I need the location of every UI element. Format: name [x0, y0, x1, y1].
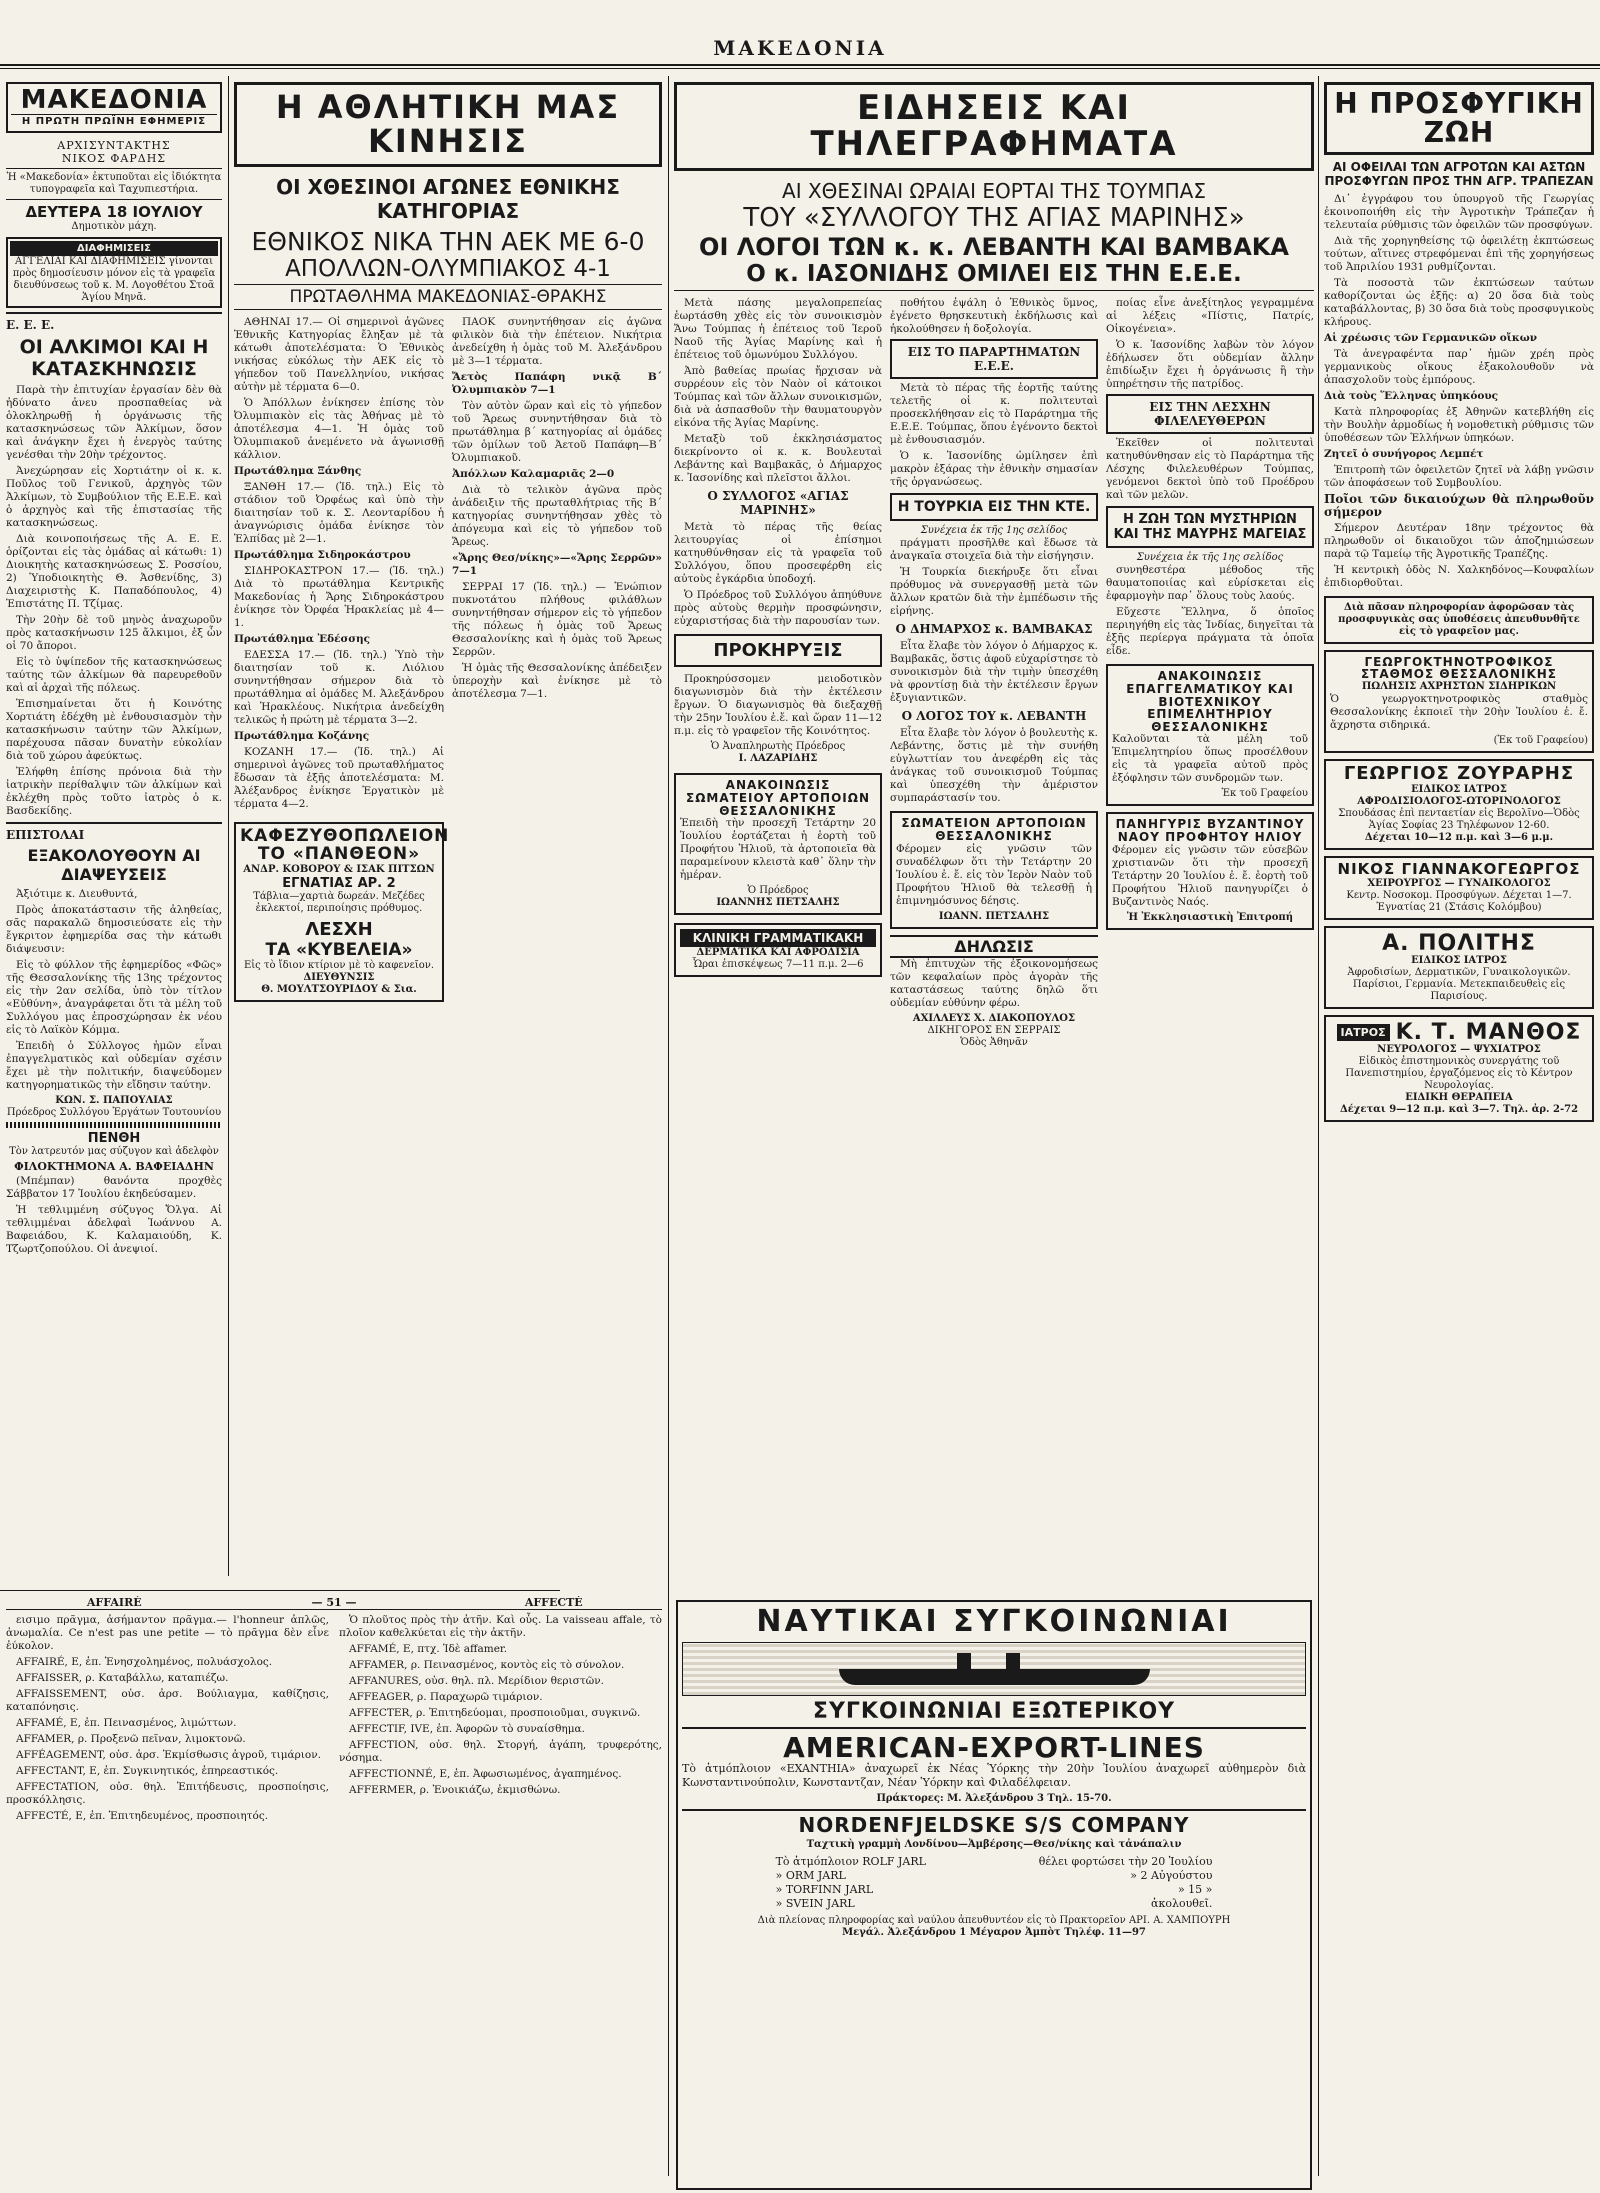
doc4-special: ΕΙΔΙΚΗ ΘΕΡΑΠΕΙΑ — [1405, 1091, 1513, 1103]
sports-subhead: Ἀπόλλων Καλαμαριᾶς 2—0 — [452, 468, 615, 481]
issue-date: ΔΕΥΤΕΡΑ 18 ΙΟΥΛΙΟΥ — [25, 202, 203, 221]
ship-name: Τὸ ἀτμόπλοιον ROLF JARL — [775, 1854, 926, 1868]
sports-para: ΣΕΡΡΑΙ 17 (Ἰδ. τηλ.) — Ἐνώπιον πυκνοτάτου πλήθους φιλάθλων συνηντήθησαν σήμερον εἰς τὸ γήπεδον τῆς πόλεως ἡ ὁμὰς τοῦ Ἄρεως Θεσσαλονίκης καὶ ἡ ὁμὰς τοῦ Ἄρεως Σερρῶν. — [452, 581, 662, 659]
refugee-banner: Η ΠΡΟΣΦΥΓΙΚΗ ΖΩΗ — [1334, 87, 1584, 150]
proclamation-sign-role: Ὁ Ἀναπληρωτὴς Πρόεδρος — [710, 741, 846, 753]
refugee-para: Τὰ ποσοστὰ τῶν ἐκπτώσεων ταύτων καθορίζονται ὡς ἑξῆς: α) 20 ὅσα διὰ τοὺς καταβάλλοντας, β) 30 ὅσα διὰ τοὺς προσφυγικοὺς κλήρους. — [1324, 276, 1594, 328]
doc4-hours: Δέχεται 9—12 π.μ. καὶ 3—7. Τηλ. ἀρ. 2-72 — [1339, 1103, 1579, 1115]
refugee-notice-box — [1324, 596, 1594, 644]
clinic-sub: ΔΕΡΜΑΤΙΚΑ ΚΑΙ ΑΦΡΟΔΙΣΙΑ — [696, 947, 860, 959]
news-col-c — [1106, 297, 1314, 1048]
bakers-notice — [674, 773, 882, 915]
cafe-owners: ΑΝΔΡ. ΚΟΒΟΡΟΥ & ΙΣΑΚ ΠΙΤΣΩΝ — [243, 863, 435, 875]
lawyer-name: ΑΧΙΛΛΕΥΣ Χ. ΔΙΑΚΟΠΟΥΛΟΣ — [912, 1012, 1076, 1024]
news-subhead: ΕΙΣ ΤΗΝ ΛΕΣΧΗΝ ΦΙΛΕΛΕΥΘΕΡΩΝ — [1106, 394, 1314, 434]
news-para: Μεταξὺ τοῦ ἐκκλησιάσματος διεκρίνοντο οἱ κ. κ. Βουλευταὶ Λεβάντης καὶ Βαμβακᾶς, ὁ Δήμαρχος κ. Ἰασονίδης καὶ πλεῖστοι ἄλλοι. — [674, 433, 882, 485]
news-para: Ὁ Πρόεδρος τοῦ Συλλόγου ἀπηύθυνε πρὸς αὐτοὺς θερμὴν προσφώνησιν, εὐχαριστήσας διὰ τὴν παρουσίαν των. — [674, 589, 882, 628]
vamvakas-para: Εἶτα ἔλαβε τὸν λόγον ὁ Δήμαρχος κ. Βαμβακᾶς, ὅστις ἀφοῦ εὐχαρίστησε τὸ συνοικισμὸν διὰ τὴν τιμὴν ὑπεσχέθη νὰ φροντίσῃ διὰ τὴν ἐκτέλεσιν ἔργων ἐξυγιαντικῶν. — [890, 640, 1098, 705]
declaration-title: ΔΗΛΩΣΙΣ — [890, 935, 1098, 958]
agia-marina-title: Ο ΣΥΛΛΟΓΟΣ «ΑΓΙΑΣ ΜΑΡΙΝΗΣ» — [707, 489, 849, 518]
dictionary-entry: AFFÉAGEMENT, οὐσ. ἀρσ. Ἐκμίσθωσις ἀγροῦ, τιμάριον. — [16, 1749, 321, 1761]
feast-sign: Ἡ Ἐκκλησιαστικὴ Ἐπιτροπή — [1127, 911, 1293, 923]
news-headline-4: Ο κ. ΙΑΣΟΝΙΔΗΣ ΟΜΙΛΕΙ ΕΙΣ ΤΗΝ Ε.Ε.Ε. — [674, 261, 1314, 291]
dictionary-entry: AFFECTATION, οὐσ. θηλ. Ἐπιτήδευσις, προσποίησις, προσκόλλησις. — [6, 1781, 329, 1806]
sports-subhead: Πρωτάθλημα Ἐδέσσης — [234, 633, 370, 646]
paper-subtitle: Η ΠΡΩΤΗ ΠΡΩΪΝΗ ΕΦΗΜΕΡΙΣ — [11, 114, 217, 128]
refugee-para: Δι᾽ ἐγγράφου του ὑπουργοῦ τῆς Γεωργίας ἐκοινοποιήθη εἰς τὴν Ἀγροτικὴν Τράπεζαν ἡ τελευταία ρύθμισις τῶν ὀφειλῶν τῶν προσφύγων. — [1324, 192, 1594, 231]
refugee-headline: ΑΙ ΟΦΕΙΛΑΙ ΤΩΝ ΑΓΡΟΤΩΝ ΚΑΙ ΑΣΤΩΝ ΠΡΟΣΦΥΓΩΝ ΠΡΟΣ ΤΗΝ ΑΓΡ. ΤΡΑΠΕΖΑΝ — [1324, 159, 1594, 188]
eee-para: Διὰ κοινοποιήσεως τῆς Α. Ε. Ε. ὁρίζονται εἰς τὰς ὁμάδας αἱ κάτωθι: 1) Διοικητὴς κατασκηνώσεως Σ. Ροσσίου, 2) Ὑποδιοικητὴς Θ. Ἀσθενίδης, 3) Διαχειριστὴς Κ. Παπαδόπουλος, 4) Ἐπιστάτης Π. Τζίμας. — [6, 532, 222, 610]
turkey-title: Η ΤΟΥΡΚΙΑ ΕΙΣ ΤΗΝ ΚΤΕ. — [890, 493, 1098, 521]
sports-banner-box — [234, 82, 662, 167]
club-manager-label: ΔΙΕΥΘΥΝΣΙΣ — [303, 971, 375, 983]
clinic-title: ΚΛΙΝΙΚΗ ΓΡΑΜΜΑΤΙΚΑΚΗ — [680, 929, 876, 947]
mysteries-para: Εὔχεστε Ἕλληνα, ὅ ὁποῖος περιηγήθη εἰς τὰς Ἰνδίας, διηγεῖται τὰ ἑξῆς περίεργα πράγματα τὰ ὁποῖα εἶδε. — [1106, 606, 1314, 658]
news-para: ποίας εἶνε ἀνεξίτηλος γεγραμμένα αἱ λέξεις «Πίστις, Πατρίς, Οἰκογένεια». — [1106, 297, 1314, 336]
ship-date: » 15 » — [1177, 1882, 1213, 1896]
top-rule-thin — [0, 68, 1600, 69]
geo-sub: ΠΩΛΗΣΙΣ ΑΧΡΗΣΤΩΝ ΣΙΔΗΡΙΚΩΝ — [1361, 680, 1557, 692]
letters-label: ΕΠΙΣΤΟΛΑΙ — [6, 827, 85, 842]
top-rule — [0, 64, 1600, 66]
zitei-title: Ζητεῖ ὁ συνήγορος Λεμπέτ — [1324, 447, 1484, 460]
shipping-ad — [676, 1600, 1312, 2190]
sports-para: Διὰ τὸ τελικὸν ἀγῶνα πρὸς ἀνάδειξιν τῆς πρωταθλήτριας τῆς Β΄ κατηγορίας συνηντήθησαν χθὲς τὸ ἀπόγευμα καὶ εἰς τὸ γήπεδον τοῦ Ἄρεως. — [452, 484, 662, 549]
nordenfjeldske-route: Ταχτικὴ γραμμὴ Λονδίνου—Ἀμβέρσης—Θεσ/νίκης καὶ τἀνάπαλιν — [806, 1838, 1182, 1850]
artisans-text: Καλοῦνται τὰ μέλη τοῦ Ἐπιμελητηρίου ὅπως προσέλθουν εἰς τὰ γραφεῖα αὐτοῦ πρὸς ἐξόφλησιν τῶν συνδρομῶν των. — [1112, 733, 1308, 785]
eee-para: Παρὰ τὴν ἐπιτυχίαν ἐργασίαν δὲν θὰ ἠδύνατο ἀνευ προσπαθείας νὰ ὁλοκληρωθῇ ἡ ὀργάνωσις τῆς κατασκηνώσεως τῶν Ἀλκίμων, ὅσον καὶ ἀνάγκην ἔχει ἡ ἐνεργὸς ταύτης γενέσθαι τὴν 20ὴν τρέχοντος. — [6, 383, 222, 461]
ship-row — [776, 1897, 1213, 1911]
dictionary-entry: AFFECTER, ρ. Ἐπιτηδεύομαι, προσποιοῦμαι, συγκινῶ. — [349, 1707, 641, 1719]
dictionary-page-number: — 51 — — [311, 1596, 357, 1609]
who-para: Σήμερον Δευτέραν 18ην τρέχοντος θὰ πληρωθοῦν οἱ δικαιοῦχοι τῶν ἀποζημιώσεων παρὰ τῷ Ταμείῳ τῆς Ἀγροτικῆς Τραπέζης. — [1324, 521, 1594, 560]
feast-notice — [1106, 812, 1314, 929]
greeks-para: Κατὰ πληροφορίας ἐξ Ἀθηνῶν κατεβλήθη εἰς τὴν Βουλὴν ἀρμοδίως ἡ νομοθετικὴ ρύθμισις τῶν ὑποθέσεων τῶν Ἑλλήνων ὑπηκόων. — [1324, 405, 1594, 444]
sports-banner: Η ΑΘΛΗΤΙΚΗ ΜΑΣ ΚΙΝΗΣΙΣ — [275, 88, 621, 160]
doc1-spec: ΑΦΡΟΔΙΣΙΟΛΟΓΟΣ-ΩΤΟΡΙΝΟΛΟΓΟΣ — [1357, 795, 1561, 807]
levantis-para: Εἶτα ἔλαβε τὸν λόγον ὁ βουλευτὴς κ. Λεβάντης, ὅστις μὲ τὴν συνήθη εὐγλωττίαν του ἀνεφέρθη εἰς τὰς ἀνάγκας τοῦ συνοικισμοῦ Τούμπας καὶ ὑπεσχέθη τὴν ἀμέριστον συμπαράστασίν του. — [890, 727, 1098, 805]
dictionary-entry: AFFAISSEMENT, οὐσ. ἀρσ. Βούλιαγμα, καθίζησις, καταπόνησις. — [6, 1688, 329, 1713]
clinic-ad — [674, 923, 882, 977]
refugee-banner-box — [1324, 82, 1594, 155]
levantis-title: Ο ΛΟΓΟΣ ΤΟΥ κ. ΛΕΒΑΝΤΗ — [901, 709, 1087, 724]
bakers2-sign: ΙΩΑΝΝ. ΠΕΤΣΑΛΗΣ — [938, 910, 1050, 922]
artisans-title: ΑΝΑΚΟΙΝΩΣΙΣ ΕΠΑΓΓΕΛΜΑΤΙΚΟΥ ΚΑΙ ΒΙΟΤΕΧΝΙΚΟΥ ΕΠΙΜΕΛΗΤΗΡΙΟΥ ΘΕΣΣΑΛΟΝΙΚΗΣ — [1126, 669, 1294, 734]
lawyer-address: Ὁδὸς Ἀθηνᾶν — [960, 1036, 1028, 1048]
feast-title: ΠΑΝΗΓΥΡΙΣ ΒΥΖΑΝΤΙΝΟΥ ΝΑΟΥ ΠΡΟΦΗΤΟΥ ΗΛΙΟΥ — [1115, 817, 1305, 844]
sports-para: Ἡ ὁμὰς τῆς Θεσσαλονίκης ἀπέδειξεν ὑπεροχὴν καὶ ἐνίκησε μὲ τὸ ἀποτέλεσμα 7—1. — [452, 662, 662, 701]
dictionary-strip — [6, 1596, 662, 2186]
sports-subhead: Πρωτάθλημα Κοζάνης — [234, 730, 370, 743]
american-export-agent: Πράκτορες: Μ. Ἀλεξάνδρου 3 Τηλ. 15-70. — [876, 1792, 1112, 1804]
news-para: Ὁ κ. Ἰασονίδης λαβὼν τὸν λόγον ἐδήλωσεν ὅτι οὐδεμίαν ἄλλην ἐπιδίωξιν ἔχει ἡ ὀργάνωσις ἢ τὴν ὑπηρέτησιν τῆς πατρίδος. — [1106, 339, 1314, 391]
eee-para: Τὴν 20ὴν δὲ τοῦ μηνὸς ἀναχωροῦν πρὸς κατασκήνωσιν 125 ἄλκιμοι, ἐξ ὧν οἱ 70 ἄποροι. — [6, 613, 222, 652]
news-para: Μετὰ πάσης μεγαλοπρεπείας ἑωρτάσθη χθὲς εἰς τὸν συνοικισμὸν Ἄνω Τούμπας ἡ ἐπέτειος τοῦ Ἱεροῦ Ναοῦ τῆς Ἁγίας Μαρίνης καὶ ἡ ἐπέτειος τοῦ ὁμωνύμου Συλλόγου. — [674, 297, 882, 362]
refugee-para: Τὰ ἀνεγραφέντα παρ᾽ ἡμῶν χρέη πρὸς γερμανικοὺς οἴκους ἐξακολουθοῦν νὰ ἀπασχολοῦν τοὺς ἐμπόρους. — [1324, 347, 1594, 386]
news-para: Μετὰ τὸ πέρας τῆς ἑορτῆς ταύτης τελετῆς οἱ κ. πολιτευταὶ προσεκλήθησαν εἰς τὸ Παράρτημα τῆς Ε.Ε.Ε. Τούμπας, ὅπου ἐγένοντο δεκτοὶ μὲ ἐνθουσιασμόν. — [890, 382, 1098, 447]
bakers2-title: ΣΩΜΑΤΕΙΟΝ ΑΡΤΟΠΟΙΩΝ ΘΕΣΣΑΛΟΝΙΚΗΣ — [901, 816, 1087, 843]
news-para: Μετὰ τὸ πέρας τῆς θείας λειτουργίας οἱ ἐπίσημοι κατηυθύνθησαν εἰς τὰ γραφεῖα τοῦ Συλλόγου, ὅπου προσεφέρθη εἰς αὐτοὺς ἐγκάρδια ὑποδοχή. — [674, 521, 882, 586]
eee-para: Ἀνεχώρησαν εἰς Χορτιάτην οἱ κ. κ. Ποῦλος τοῦ Γενικοῦ, ἀρχηγὸς τῶν Ἀλκίμων, τὸ Συμβούλιον τῆς Ε.Ε.Ε. καὶ ὁ ἀρχηγὸς καὶ τῆς ἐπιστασίας τῆς κατασκηνώσεως. — [6, 464, 222, 529]
eee-label: Ε. Ε. Ε. — [6, 317, 55, 332]
paper-title: ΜΑΚΕΔΟΝΙΑ — [20, 85, 208, 115]
eee-para: Ἐπισημαίνεται ὅτι ἡ Κοινότης Χορτιάτη ἐδέχθη μὲ ἐνθουσιασμὸν τὴν κατασκήνωσιν ταύτην τῶν Ἀλκίμων, παρέχουσα πᾶσαν δυνατὴν εὐκολίαν διὰ τοῦ χώρου ἀφεύκτως. — [6, 697, 222, 762]
sports-para: ΚΟΖΑΝΗ 17.— (Ἰδ. τηλ.) Αἱ σημερινοὶ ἀγῶνες τοῦ πρωταθλήματος ἔδωσαν τὰ ἑξῆς ἀποτελέσματα: Μ. Ἀλέξανδρος ἐνίκησε Ἐργατικὸν μὲ τέρματα 4—2. — [234, 746, 444, 811]
dictionary-entry: AFFERMER, ρ. Ἐνοικιάζω, ἐκμισθώνω. — [349, 1784, 561, 1796]
shipping-sub: ΣΥΓΚΟΙΝΩΝΙΑΙ ΕΞΩΤΕΡΙΚΟΥ — [812, 1698, 1176, 1724]
turkey-para: Ἡ Τουρκία διεκήρυξε ὅτι εἶναι πρόθυμος νὰ συνεργασθῇ μετὰ τῶν ἄλλων κρατῶν διὰ τὴν ἐμπέδωσιν τῆς εἰρήνης. — [890, 566, 1098, 618]
eee-para: Εἰς τὸ ὑψίπεδον τῆς κατασκηνώσεως ταύτης τῶν ἀλκίμων θὰ παρευρεθοῦν καὶ αἱ ἀρχαὶ τῆς πόλεως. — [6, 655, 222, 694]
sports-para: ΕΔΕΣΣΑ 17.— (Ἰδ. τηλ.) Ὑπὸ τὴν διαιτησίαν τοῦ κ. Λιόλιου συνηντήθησαν σήμερον διὰ τὸ πρωτάθλημα αἱ ὁμάδες Μ. Ἀλεξάνδρου καὶ Ἡρακλέους. Νικήτρια ἀνεδείχθη τελικῶς ἡ πρώτη μὲ τέρματα 3—2. — [234, 649, 444, 727]
doc3-text: Ἀφροδισίων, Δερματικῶν, Γυναικολογικῶν. Παρίσιοι, Γερμανία. Μετεκπαιδευθεὶς εἰς Παρισίους. — [1347, 966, 1571, 1002]
clinic-hours: Ὧραι ἐπισκέψεως 7—11 π.μ. 2—6 — [692, 959, 864, 971]
issue-date-sub: Δημοτικὸν μάχη. — [71, 220, 157, 232]
sports-col-b — [452, 316, 662, 814]
dictionary-entry: AFFANURES, οὐσ. θηλ. πλ. Μερίδιον θεριστῶν. — [349, 1675, 604, 1687]
news-para: Ἐκεῖθεν οἱ πολιτευταὶ κατηυθύνθησαν εἰς τὸ Παράρτημα τῆς Λέσχης Φιλελευθέρων Τούμπας, γενόμενοι δεκτοὶ ὑπὸ τοῦ Προέδρου καὶ τῶν μελῶν. — [1106, 437, 1314, 502]
right-column — [1324, 82, 1594, 2182]
letters-para: Ἀξιότιμε κ. Διευθυντά, — [16, 887, 138, 900]
doc2-role: ΧΕΙΡΟΥΡΓΟΣ — ΓΥΝΑΙΚΟΛΟΓΟΣ — [1367, 877, 1551, 889]
ship-date: » 2 Αὐγούστου — [1130, 1868, 1213, 1882]
ship-schedule — [776, 1855, 1213, 1911]
greeks-title: Διὰ τοὺς Ἕλληνας ὑπηκόους — [1324, 389, 1499, 402]
bakers-title: ΑΝΑΚΟΙΝΩΣΙΣ ΣΩΜΑΤΕΙΟΥ ΑΡΤΟΠΟΙΩΝ ΘΕΣΣΑΛΟΝΙΚΗΣ — [686, 778, 870, 818]
proclamation-sign: Ι. ΛΑΖΑΡΙΔΗΣ — [738, 753, 818, 765]
dictionary-entry: AFFECTION, οὐσ. θηλ. Στοργή, ἀγάπη, τρυφερότης, νόσημα. — [339, 1739, 662, 1764]
sports-section — [234, 82, 662, 1582]
sports-para: ΣΙΔΗΡΟΚΑΣΤΡΟΝ 17.— (Ἰδ. τηλ.) Διὰ τὸ πρωτάθλημα Κεντρικῆς Μακεδονίας ἡ Ἄρης Σιδηροκάστρου ἐνίκησε τὸν Ὀρφέα Ἡρακλείας μὲ 4—1. — [234, 565, 444, 630]
doc1-text: Σπουδάσας ἐπὶ πενταετίαν εἰς Βερολῖνο—Ὁδὸς Ἁγίας Σοφίας 23 Τηλέφωνον 12-60. — [1338, 807, 1580, 831]
letters-para: Ἐπειδὴ ὁ Σύλλογος ἡμῶν εἶναι ἐπαγγελματικὸς καὶ οὐδεμίαν σχέσιν ἔχει μὲ τὴν πολιτικήν, διαψεύδομεν κατηγορηματικῶς τὴν εἴδησιν ταύτην. — [6, 1039, 222, 1091]
doc4-name: Κ. Τ. ΜΑΝΘΟΣ — [1395, 1019, 1582, 1045]
sports-result-1: ΕΘΝΙΚΟΣ ΝΙΚΑ ΤΗΝ ΑΕΚ ΜΕ 6-0 — [251, 227, 645, 257]
paper-title-box — [6, 82, 222, 133]
news-para: ποθήτου ἐψάλη ὁ Ἐθνικὸς ὕμνος, ἐγένετο θρησκευτικὴ ἐκδήλωσις καὶ ἠκολούθησεν ἡ δοξολογία. — [890, 297, 1098, 336]
ship-name: » SVEIN JARL — [775, 1896, 855, 1910]
doctor-manthos-ad — [1324, 1015, 1594, 1122]
doc4-text: Εἰδικὸς ἐπιστημονικὸς συνεργάτης τοῦ Πανεπιστημίου, ἐργαζόμενος εἰς τὸ Κέντρον Νευρολογίας. — [1345, 1055, 1573, 1091]
dictionary-col-b — [339, 1614, 662, 1826]
proclamation-title: ΠΡΟΚΗΡΥΞΙΣ — [713, 640, 843, 662]
letters-article — [6, 888, 222, 1092]
sports-para: Τὸν αὐτὸν ὥραν καὶ εἰς τὸ γήπεδον τοῦ Ἄρεως συνηντήθησαν διὰ τὸ πρωτάθλημα β΄ κατηγορίας αἱ ὁμάδες τῶν ὁμίλων τοῦ Ἀετοῦ Παπάφη—Β΄ Ὀλυμπιακοῦ. — [452, 400, 662, 465]
doc4-label: ΙΑΤΡΟΣ — [1337, 1024, 1390, 1041]
mourning-para: (Μπέμπαν) θανόντα προχθὲς Σάββατον 17 Ἰουλίου ἐκηδεύσαμεν. — [6, 1174, 222, 1200]
dictionary-entry: AFFEAGER, ρ. Παραχωρῶ τιμάριον. — [349, 1691, 543, 1703]
sports-subhead: «Ἄρης Θεσ/νίκης»—«Ἄρης Σερρῶν» 7—1 — [452, 552, 662, 578]
news-section — [674, 82, 1314, 1582]
doc4-role: ΝΕΥΡΟΛΟΓΟΣ — ΨΥΧΙΑΤΡΟΣ — [1377, 1043, 1541, 1055]
sports-subhead: Πρωτάθλημα Ξάνθης — [234, 465, 362, 478]
doc1-role: ΕΙΔΙΚΟΣ ΙΑΤΡΟΣ — [1411, 783, 1507, 795]
dictionary-entry: AFFAIRÉ, E, ἐπ. Ἐνησχολημένος, πολυάσχολος. — [16, 1656, 273, 1668]
mourning-text: Τὸν λατρευτόν μας σύζυγον καὶ ἀδελφὸν — [9, 1145, 219, 1157]
news-banner-box — [674, 82, 1314, 171]
nordenfjeldske-address: Μεγάλ. Ἀλεξάνδρου 1 Μέγαρον Ἀμπὸτ Τηλέφ. 11—97 — [842, 1926, 1146, 1938]
geo-sign: (Ἐκ τοῦ Γραφείου) — [1493, 734, 1588, 746]
mysteries-title: Η ΖΩΗ ΤΩΝ ΜΥΣΤΗΡΙΩΝ ΚΑΙ ΤΗΣ ΜΑΥΡΗΣ ΜΑΓΕΙΑΣ — [1106, 506, 1314, 548]
col-divider-3 — [1318, 76, 1319, 2176]
dictionary-entry: AFFECTÉ, E, ἐπ. Ἐπιτηδευμένος, προσποιητός. — [16, 1810, 269, 1822]
dictionary-entry: AFFECTIONNÉ, E, ἐπ. Ἀφωσιωμένος, ἀγαπημένος. — [349, 1768, 622, 1780]
sports-headline: ΟΙ ΧΘΕΣΙΝΟΙ ΑΓΩΝΕΣ ΕΘΝΙΚΗΣ ΚΑΤΗΓΟΡΙΑΣ — [276, 175, 620, 224]
ship-row — [776, 1855, 1213, 1869]
eee-article — [6, 384, 222, 818]
sports-subhead: Ἄετὸς Παπάφη νικᾷ Β΄ Ὀλυμπιακὸν 7—1 — [452, 371, 662, 397]
bakers-sign: ΙΩΑΝΝΗΣ ΠΕΤΣΑΛΗΣ — [716, 897, 840, 909]
sports-result-3: ΠΡΩΤΑΘΛΗΜΑ ΜΑΚΕΔΟΝΙΑΣ-ΘΡΑΚΗΣ — [234, 284, 662, 310]
doc2-name: ΝΙΚΟΣ ΓΙΑΝΝΑΚΟΓΕΩΡΓΟΣ — [1337, 859, 1581, 878]
dictionary-entry: AFFAMÉ, E, ἐπ. Πεινασμένος, λιμώττων. — [16, 1717, 237, 1729]
dictionary-entry: Ὁ πλοῦτος πρὸς τὴν ἀτῆν. Καὶ οὗς. La vaisseau affale, τὸ πλοῖον καθελκύεται εἰς τὴν ἀκτῆν. — [339, 1614, 662, 1639]
proclamation-box — [674, 634, 882, 667]
dictionary-head-left: AFFAIRÉ — [86, 1596, 142, 1609]
doctor-giannakogeorgos-ad — [1324, 856, 1594, 920]
turkey-sub: Συνέχεια ἐκ τῆς 1ης σελίδος — [920, 525, 1068, 537]
doc2-text: Κεντρ. Νοσοκομ. Προσφύγων. Δέχεται 1—7. Ἐγνατίας 21 (Στάσις Κολόμβου) — [1346, 889, 1572, 913]
ship-name: » ORM JARL — [775, 1868, 846, 1882]
american-export-title: AMERICAN-EXPORT-LINES — [783, 1730, 1205, 1764]
dictionary-entry: εισιμο πρᾶγμα, ἀσήμαντον πρᾶγμα.— l'honneur ἀπλῶς, ἀνωμαλία. Ce n'est pas une petite — τὸ πρᾶγμα δὲν εἶνε ἐύκολον. — [6, 1614, 329, 1652]
ship-row — [776, 1869, 1213, 1883]
doctor-zourari-ad — [1324, 759, 1594, 850]
geo-station-notice — [1324, 650, 1594, 753]
mysteries-para: συνηθεστέρα μέθοδος τῆς θαυματοποιίας καὶ εὑρίσκεται εἰς ἐφαρμογὴν παρ᾽ ὅλους τοὺς λαούς. — [1106, 564, 1314, 603]
nordenfjeldske-agent: Διὰ πλείονας πληροφορίας καὶ ναύλου ἀπευθυντέον εἰς τὸ Πρακτορεῖον ΑΡΙ. Α. ΧΑΜΠΟΥΡΗ — [757, 1914, 1231, 1926]
geo-title: ΓΕΩΡΓΟΚΤΗΝΟΤΡΟΦΙΚΟΣ ΣΤΑΘΜΟΣ ΘΕΣΣΑΛΟΝΙΚΗΣ — [1360, 654, 1557, 682]
fold-line — [0, 1590, 560, 1591]
mourning-label: ΠΕΝΘΗ — [87, 1130, 141, 1146]
eee-para: Ἐλήφθη ἐπίσης πρόνοια διὰ τὴν ἰατρικὴν περίθαλψιν τῶν ἀλκίμων καὶ ἐκλέχθη πρὸς τοῦτο ἰατρὸς ὁ κ. Βασδεκίδης. — [6, 765, 222, 817]
dictionary-col-a — [6, 1614, 329, 1826]
nordenfjeldske-title: NORDENFJELDSKE S/S COMPANY — [798, 1812, 1190, 1837]
ads-notice-text: ΑΓΓΕΛΙΑΙ ΚΑΙ ΔΙΑΦΗΜΙΣΕΙΣ γίνονται πρὸς δημοσίευσιν μόνον εἰς τὰ γραφεῖα διευθύνσεως τοῦ κ. Μ. Λογοθέτου Στοᾶ Ἁγίου Μηνᾶ. — [12, 255, 216, 303]
dictionary-entry: AFFAMER, ρ. Προξενῶ πεῖναν, λιμοκτονῶ. — [16, 1733, 246, 1745]
refugee-notice-text: Διὰ πᾶσαν πληροφορίαν ἀφορῶσαν τὰς προσφυγικὰς σας ὑποθέσεις ἀπευθυνθῆτε εἰς τὸ γραφεῖον μας. — [1338, 601, 1580, 637]
cafe-ad — [234, 822, 450, 1002]
dictionary-entry: AFFAMÉ, E, πτχ. Ἰδὲ affamer. — [349, 1643, 508, 1655]
zitei-para: Ἐπιτροπὴ τῶν ὀφειλετῶν ζητεῖ νὰ λάβῃ γνῶσιν τῶν ἀποφάσεων τοῦ Συμβουλίου. — [1324, 463, 1594, 489]
news-banner: ΕΙΔΗΣΕΙΣ ΚΑΙ ΤΗΛΕΓΡΑΦΗΜΑΤΑ — [810, 88, 1178, 164]
sports-para: Ὁ Ἀπόλλων ἐνίκησεν ἐπίσης τὸν Ὀλυμπιακὸν εἰς τὰς Ἀθήνας μὲ τὸ ἀποτέλεσμα 4—1. Ἡ ὁμὰς τοῦ Ὀλυμπιακοῦ ἀνεμένετο νὰ ἀγωνισθῇ κάλλιον. — [234, 397, 444, 462]
letters-signature-role: Πρόεδρος Συλλόγου Ἐργάτων Τουτουνίου — [6, 1106, 222, 1118]
ads-notice-title: ΔΙΑΦΗΜΙΣΕΙΣ — [10, 241, 218, 256]
lawyer-role: ΔΙΚΗΓΟΡΟΣ ΕΝ ΣΕΡΡΑΙΣ — [927, 1024, 1061, 1036]
feast-text: Φέρομεν εἰς γνῶσιν τῶν εὐσεβῶν χριστιανῶν ὅτι τὴν προσεχῆ Τετάρτην 20 Ἰουλίου ἐ. ἔ. ἑορτὴ τοῦ Προφήτου Ἠλιοῦ πανηγυρίζει ὁ Βυζαντινὸς Ναός. — [1112, 843, 1308, 908]
artisans-notice — [1106, 664, 1314, 806]
sports-col-a — [234, 316, 444, 814]
news-headline-3: ΟΙ ΛΟΓΟΙ ΤΩΝ κ. κ. ΛΕΒΑΝΤΗ ΚΑΙ ΒΑΜΒΑΚΑ — [699, 233, 1289, 262]
col-divider-1 — [228, 76, 229, 1576]
editor-label: ΑΡΧΙΣΥΝΤΑΚΤΗΣ — [57, 138, 171, 152]
doc3-name: Α. ΠΟΛΙΤΗΣ — [1382, 930, 1536, 956]
cafe-address: ΕΓΝΑΤΙΑΣ ΑΡ. 2 — [282, 875, 396, 891]
news-col-b — [890, 297, 1098, 1048]
editor-name: ΝΙΚΟΣ ΦΑΡΔΗΣ — [61, 151, 167, 165]
mourning-para: Ἡ τεθλιμμένη σύζυγος Ὄλγα. Αἱ τεθλιμμέναι ἀδελφαὶ Ἰωάννου Α. Βαφειάδου, Κ. Καλαμαιούδη, Κ. Τζωρτζοπούλου. Οἱ ἀνεψιοί. — [6, 1203, 222, 1255]
sports-result-2: ΑΠΟΛΛΩΝ-ΟΛΥΜΠΙΑΚΟΣ 4-1 — [285, 256, 611, 283]
masthead: ΜΑΚΕΔΟΝΙΑ — [713, 36, 887, 60]
vamvakas-title: Ο ΔΗΜΑΡΧΟΣ κ. ΒΑΜΒΑΚΑΣ — [895, 622, 1093, 637]
ship-name: » TORFINN JARL — [775, 1882, 874, 1896]
eee-title: ΟΙ ΑΛΚΙΜΟΙ ΚΑΙ Η ΚΑΤΑΣΚΗΝΩΣΙΣ — [19, 335, 209, 380]
club-manager: Θ. ΜΟΥΛΤΣΟΥΡΙΔΟΥ & Σια. — [261, 983, 417, 995]
who-title: Ποῖοι τῶν δικαιούχων θὰ πληρωθοῦν σήμερον — [1324, 491, 1594, 519]
who-para: Ἡ κεντρικὴ ὁδὸς Ν. Χαλκηδόνος—Κουφαλίων ἐπιδιορθοῦται. — [1324, 563, 1594, 589]
news-subhead: ΕΙΣ ΤΟ ΠΑΡΑΡΤΗΜΑΤΩΝ Ε.Ε.Ε. — [890, 339, 1098, 379]
refugee-subhead: Αἱ χρέωσις τῶν Γερμανικῶν οἴκων — [1324, 331, 1538, 344]
printing-note: Ἡ «Μακεδονία» ἐκτυποῦται εἰς ἰδιόκτητα τυπογραφεῖα καὶ Ταχυπιεστήρια. — [6, 171, 222, 195]
letters-para: Εἰς τὸ φύλλον τῆς ἐφημερίδος «Φῶς» τῆς Θεσσαλονίκης τῆς 13ης τρέχοντος εἰς τὴν 2αν σελίδα, ὑπὸ τὸν τίτλον «Εὐθύνη», ἀναγράφεται ὅτι τὰ μέλη τοῦ Συλλόγου μας ἐπροσχώρησαν ἐκ νέου εἰς τὸ Λαϊκὸν Κόμμα. — [6, 958, 222, 1036]
sports-subhead: Πρωτάθλημα Σιδηροκάστρου — [234, 549, 411, 562]
geo-text: Ὁ γεωργοκτηνοτροφικὸς σταθμὸς Θεσσαλονίκης ἐκποιεῖ τὴν 20ὴν Ἰουλίου ἐ. ἔ. ἄχρηστα σιδηρικά. — [1330, 692, 1588, 731]
dictionary-entry: AFFAMER, ρ. Πεινασμένος, κοντὸς εἰς τὸ σύνολον. — [349, 1659, 625, 1671]
bakers2-text: Φέρομεν εἰς γνῶσιν τῶν συναδέλφων ὅτι τὴν Τετάρτην 20 Ἰουλίου ἐ. ἔ. εἰς τὸν Ἱερὸν Ναὸν τοῦ Προφήτου Ἠλιοῦ θὰ τελεσθῇ ἡ ἐπιμνημόσυνος δέησις. — [896, 842, 1092, 907]
american-export-text: Τὸ ἀτμόπλοιον «EXANTHIA» ἀναχωρεῖ ἐκ Νέας Ὑόρκης τὴν 20ὴν Ἰουλίου ἀναχωρεῖ αὐθημερὸν διὰ Κωνσταντινούπολιν, Κωνσταντζαν, Νέαν Ὑόρκην καὶ Φιλαδέλφειαν. — [682, 1761, 1306, 1789]
club-text: Εἰς τὸ ἴδιον κτίριον μὲ τὸ καφενεῖον. — [243, 959, 435, 971]
cafe-text: Τάβλια—χαρτιὰ δωρεάν. Μεζέδες ἐκλεκτοί, περιποίησις πρόθυμος. — [253, 890, 425, 914]
declaration-text: Μὴ ἐπιτυχὼν τῆς ἐξοικονομήσεως τῶν κεφαλαίων πρὸς ἀγορὰν τῆς καταστάσεως ταύτης δηλῶ ὅτι οὐδεμίαν εὐθύνην φέρω. — [890, 957, 1098, 1009]
sports-para: ΑΘΗΝΑΙ 17.— Οἱ σημερινοὶ ἀγῶνες Ἐθνικῆς Κατηγορίας ἔληξαν μὲ τὰ κάτωθι ἀποτελέσματα: Ὁ Ἐθνικὸς νικήσας εὐκόλως τὴν ΑΕΚ εἰς τὸ γήπεδον τοῦ Πανελληνίου, νικήσας αὐτὴν μὲ τέρματα 6—0. — [234, 316, 444, 394]
dictionary-entry: AFFECTIF, IVE, ἐπ. Ἀφορῶν τὸ συναίσθημα. — [349, 1723, 585, 1735]
news-col-a — [674, 297, 882, 1048]
sports-para: ΠΑΟΚ συνηντήθησαν εἰς ἀγῶνα φιλικὸν διὰ τὴν ἐπέτειον. Νικήτρια ἀνεδείχθη ἡ ὁμὰς τοῦ Μ. Ἀλεξάνδρου μὲ 3—1 τέρματα. — [452, 316, 662, 368]
ship-row — [776, 1883, 1213, 1897]
mysteries-sub: Συνέχεια ἐκ τῆς 1ης σελίδος — [1136, 552, 1284, 564]
bakers-sign-role: Ὁ Πρόεδρος — [747, 885, 809, 897]
news-para: Ὁ κ. Ἰασονίδης ὡμίλησεν ἐπὶ μακρὸν ἐξάρας τὴν ἐθνικὴν σημασίαν τῆς ὀργανώσεως. — [890, 450, 1098, 489]
mourning-name: ΦΙΛΟΚΤΗΜΟΝΑ Α. ΒΑΦΕΙΑΔΗΝ — [14, 1159, 214, 1173]
proclamation-text: Προκηρύσσομεν μειοδοτικὸν διαγωνισμὸν διὰ τὴν ἐκτέλεσιν ἔργων. Ὁ διαγωνισμὸς θὰ διεξαχθῇ τὴν 25ην Ἰουλίου ἐ.ἔ. καὶ ὥραν 11—12 π.μ. εἰς τὸ γραφεῖον τῆς Κοινότητος. — [674, 673, 882, 738]
sports-para: ΞΑΝΘΗ 17.— (Ἰδ. τηλ.) Εἰς τὸ στάδιον τοῦ Ὀρφέως καὶ ὑπὸ τὴν διαιτησίαν τοῦ κ. Σ. Λεονταρίδου ἡ ἀναγνώρισις ὁμάδα ἐνίκησε τὸν Ἑλπίδας μὲ 2—1. — [234, 481, 444, 546]
turkey-para: πράγματι προσῆλθε καὶ ἔδωσε τὰ ἀναγκαῖα στοιχεῖα διὰ τὴν εἰσήγησιν. — [890, 537, 1098, 563]
ship-illustration — [682, 1642, 1306, 1696]
doc3-role: ΕΙΔΙΚΟΣ ΙΑΤΡΟΣ — [1411, 954, 1507, 966]
club-label: ΛΕΣΧΗ — [305, 918, 373, 940]
dictionary-entry: AFFECTANT, E, ἐπ. Συγκινητικός, ἐπηρεαστικός. — [16, 1765, 279, 1777]
letters-para: Πρὸς ἀποκατάστασιν τῆς ἀληθείας, σᾶς παρακαλῶ δημοσιεύσατε εἰς τὴν ἔγκριτον ἐφημερίδα σας τὴν κάτωθι διάψευσιν: — [6, 903, 222, 955]
left-column — [6, 82, 222, 1582]
news-headline-1: ΑΙ ΧΘΕΣΙΝΑΙ ΩΡΑΙΑΙ ΕΟΡΤΑΙ ΤΗΣ ΤΟΥΜΠΑΣ — [782, 179, 1206, 204]
club-name: ΤΑ «ΚΥΒΕΛΕΙΑ» — [265, 939, 413, 960]
letters-title: ΕΞΑΚΟΛΟΥΘΟΥΝ ΑΙ ΔΙΑΨΕΥΣΕΙΣ — [27, 845, 201, 884]
bakers-text: Ἐπειδὴ τὴν προσεχῆ Τετάρτην 20 Ἰουλίου ἑορτάζεται ἡ ἑορτὴ τοῦ Προφήτου Ἠλιοῦ, τὰ ἀρτοποιεῖα θὰ παραμείνουν κλειστὰ καθ᾽ ὅλην τὴν ἡμέραν. — [680, 817, 876, 882]
bakers2-notice — [890, 811, 1098, 928]
letters-signature: ΚΩΝ. Σ. ΠΑΠΟΥΛΙΑΣ — [55, 1094, 173, 1106]
news-para: Ἀπὸ βαθείας πρωίας ἤρχισαν νὰ συρρέουν εἰς τὸν Ναὸν οἱ κάτοικοι Τούμπας καὶ τῶν ἄλλων συνοικισμῶν, διὰ νὰ ἀσπασθοῦν τὴν θαυματουργὸν εἰκόνα τῆς Ἁγίας Μαρίνης. — [674, 365, 882, 430]
refugee-para: Διὰ τῆς χορηγηθείσης τῷ ὀφειλέτῃ ἐκπτώσεως τούτων, αἵτινες στρεφόμεναι ἐπὶ τῆς χορηγήσεως τοῦ Ἀπριλίου 1931 ρυθμίζονται. — [1324, 234, 1594, 273]
news-headline-2: ΤΟΥ «ΣΥΛΛΟΓΟΥ ΤΗΣ ΑΓΙΑΣ ΜΑΡΙΝΗΣ» — [743, 203, 1245, 234]
artisans-sign: Ἐκ τοῦ Γραφείου — [1221, 788, 1308, 800]
col-divider-2 — [668, 76, 669, 2176]
ship-date: ἀκολουθεῖ. — [1151, 1896, 1213, 1910]
shipping-banner: ΝΑΥΤΙΚΑΙ ΣΥΓΚΟΙΝΩΝΙΑΙ — [756, 1604, 1232, 1639]
ads-notice-box — [6, 237, 222, 308]
doctor-politis-ad — [1324, 926, 1594, 1009]
dictionary-entry: AFFAISSER, ρ. Καταβάλλω, καταπιέζω. — [16, 1672, 229, 1684]
cafe-title: ΚΑΦΕΖΥΘΟΠΩΛΕΙΟΝ ΤΟ «ΠΑΝΘΕΟΝ» — [240, 826, 450, 865]
doc1-name: ΓΕΩΡΓΙΟΣ ΖΟΥΡΑΡΗΣ — [1343, 762, 1575, 784]
doc1-hours: Δέχεται 10—12 π.μ. καὶ 3—6 μ.μ. — [1364, 831, 1554, 843]
dictionary-head-right: AFFECTÉ — [524, 1596, 583, 1609]
ship-date: θέλει φορτώσει τὴν 20 Ἰουλίου — [1038, 1854, 1213, 1868]
